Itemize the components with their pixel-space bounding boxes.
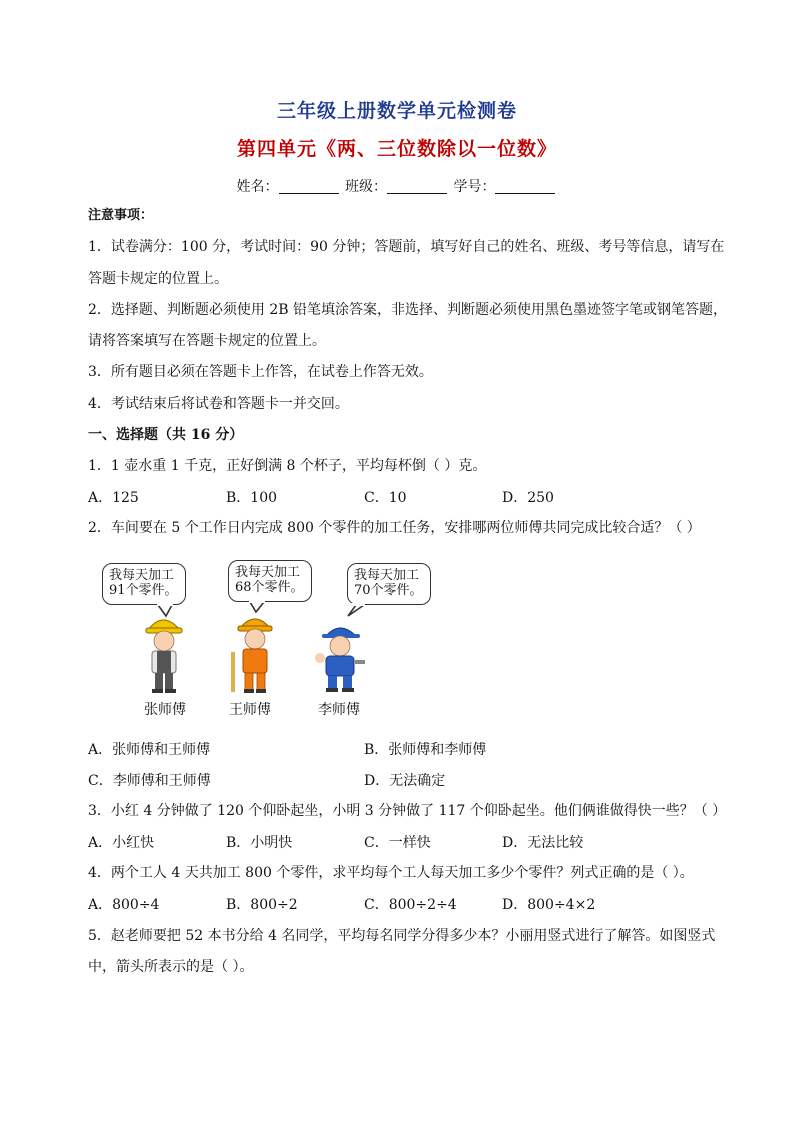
q2-option-a[interactable]: A．张师傅和王师傅 [88,742,211,758]
note-2-line-1: 2．选择题、判断题必须使用 2B 铅笔填涂答案，非选择、判断题必须使用黑色墨迹签字笔或钢笔答题， [88,302,728,318]
question-5-line-2: 中，箭头所表示的是（ ）。 [88,959,254,975]
worker-li-icon [315,628,365,692]
number-blank [495,179,555,194]
worker-zhang-icon [146,620,182,693]
question-4: 4．两个工人 4 天共加工 800 个零件，求平均每个工人每天加工多少个零件？列式正确的是（ ）。 [88,865,694,881]
q2-option-b[interactable]: B．张师傅和李师傅 [364,742,487,758]
q1-option-d[interactable]: D．250 [502,490,554,506]
question-2: 2．车间要在 5 个工作日内完成 800 个零件的加工任务，安排哪两位师傅共同完成比较合适？（ ） [88,520,701,536]
student-info-row [0,176,794,196]
notes-heading: 注意事项： [88,208,154,223]
note-2-line-2: 请将答案填写在答题卡规定的位置上。 [88,333,326,349]
q4-option-b[interactable]: B．800÷2 [226,897,298,913]
q4-option-d[interactable]: D．800÷4×2 [502,897,596,913]
worker-name-li: 李师傅 [318,702,360,718]
worker-name-wang: 王师傅 [229,702,271,718]
class-blank [387,179,447,194]
bubble-li-line-1: 我每天加工 [354,568,420,583]
bubble-zhang-line-2: 91个零件。 [109,583,178,598]
name-blank [279,179,339,194]
q3-option-a[interactable]: A．小红快 [88,835,155,851]
worker-name-zhang: 张师傅 [144,702,186,718]
name-label: 姓名： [236,179,279,195]
bubble-li-line-2: 70个零件。 [354,583,423,598]
page-title: 三年级上册数学单元检测卷 [276,100,517,122]
worker-wang-icon [231,619,272,693]
bubble-zhang-line-1: 我每天加工 [109,568,175,583]
note-3: 3．所有题目必须在答题卡上作答，在试卷上作答无效。 [88,364,433,380]
workers-figure [100,560,440,700]
note-4: 4．考试结束后将试卷和答题卡一并交回。 [88,396,349,412]
q3-option-d[interactable]: D．无法比较 [502,835,584,851]
q4-option-c[interactable]: C．800÷2÷4 [364,897,457,913]
section-heading: 一、选择题（共 16 分） [88,427,244,443]
bubble-wang-line-2: 68个零件。 [235,580,304,595]
question-3: 3．小红 4 分钟做了 120 个仰卧起坐，小明 3 分钟做了 117 个仰卧起坐。他们俩谁做得快一些？（ ） [88,803,727,819]
number-label: 学号： [453,179,496,195]
q1-option-a[interactable]: A．125 [88,490,139,506]
question-1: 1．1 壶水重 1 千克，正好倒满 8 个杯子，平均每杯倒（ ）克。 [88,458,487,474]
note-1-line-2: 答题卡规定的位置上。 [88,271,228,287]
q2-option-c[interactable]: C．李师傅和王师傅 [88,773,211,789]
q1-option-b[interactable]: B．100 [226,490,278,506]
q2-option-d[interactable]: D．无法确定 [364,773,446,789]
bubble-wang-line-1: 我每天加工 [235,565,301,580]
page-subtitle: 第四单元《两、三位数除以一位数》 [236,138,557,160]
q3-option-b[interactable]: B．小明快 [226,835,293,851]
question-5-line-1: 5．赵老师要把 52 本书分给 4 名同学，平均每名同学分得多少本？小丽用竖式进行了解答。如图竖式 [88,928,716,944]
q3-option-c[interactable]: C．一样快 [364,835,431,851]
q4-option-a[interactable]: A．800÷4 [88,897,160,913]
q1-option-c[interactable]: C．10 [364,490,407,506]
class-label: 班级： [345,179,387,195]
note-1-line-1: 1．试卷满分：100 分，考试时间：90 分钟；答题前，填写好自己的姓名、班级、考号等信息，请写在 [88,239,725,255]
